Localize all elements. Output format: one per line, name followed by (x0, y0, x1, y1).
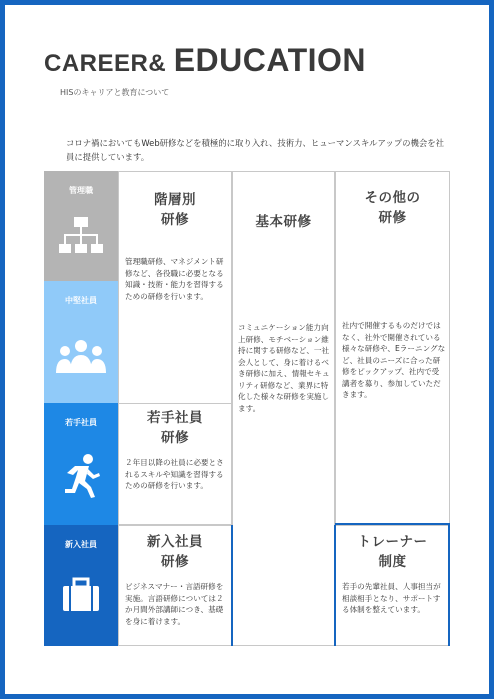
divider (448, 525, 450, 646)
program-title (336, 188, 449, 228)
program-title-line2: 研修 (161, 212, 189, 228)
program-basic (232, 171, 335, 646)
group-icon (44, 337, 118, 377)
program-title: 基本研修 (255, 214, 312, 230)
program-title-line1: 新入社員 (147, 534, 203, 550)
divider (231, 525, 233, 646)
level-manager (44, 171, 118, 281)
title-ampersand: & (148, 50, 166, 77)
program-title-line1: トレーナー (357, 534, 428, 550)
title-career: CAREER (44, 50, 149, 77)
program-description: 管理職研修、マネジメント研修など、各役職に必要となる知識・技術・能力を習得するための研修を行います。 (125, 257, 224, 301)
program-other (335, 171, 450, 525)
intro-text: コロナ禍においてもWeb研修などを積極的に取り入れ、技術力、ヒューマンスキルアップの機会を社員に提供しています。 (66, 138, 444, 162)
program-title-line2: 制度 (378, 554, 407, 570)
level-new-hire (44, 525, 118, 646)
program-trainer (335, 525, 450, 646)
program-description: コミュニケーション能力向上研修、モチベーション維持に関する研修など、一社会人として、身に着けるべき研修に加え、情報セキュリティ研修など、業界に特化した様々な研修を実施します。 (238, 323, 330, 413)
program-title-line1: その他の (364, 190, 421, 206)
divider (335, 523, 450, 525)
level-label: 新入社員 (65, 540, 97, 549)
program-new-hire (118, 525, 232, 646)
training-grid (44, 171, 450, 646)
level-young (44, 403, 118, 525)
program-title-line1: 階層別 (154, 192, 196, 208)
running-person-icon (44, 453, 118, 499)
title-education: EDUCATION (173, 42, 367, 78)
program-title (119, 408, 231, 448)
program-title (119, 532, 231, 572)
level-mid-career (44, 281, 118, 403)
level-label: 若手社員 (65, 418, 97, 427)
briefcase-icon (44, 577, 118, 613)
page-subtitle: HISのキャリアと教育について (60, 88, 170, 97)
level-label: 中堅社員 (65, 296, 97, 305)
program-title (336, 532, 449, 572)
level-label: 管理職 (69, 186, 93, 195)
program-title-line2: 研修 (378, 210, 407, 226)
program-title (119, 190, 231, 230)
program-description: ２年目以降の社員に必要とされるスキルや知識を習得するための研修を行います。 (125, 458, 224, 490)
program-description: 社内で開催するものだけではなく、社外で開催されている様々な研修や、Eラーニングなど、社員のニーズに合った研修をピックアップ、社内で受講者を募り、参加していただきます。 (342, 321, 446, 399)
program-title-line1: 若手社員 (147, 410, 203, 426)
program-young (118, 403, 232, 525)
divider (334, 525, 336, 646)
program-description: ビジネスマナー・言語研修を実施。言語研修については２か月間外部講師につき、基礎を身に着けます。 (125, 582, 224, 626)
org-chart-icon (44, 215, 118, 257)
page-title (44, 42, 366, 79)
program-description: 若手の先輩社員、人事担当が相談相手となり、サポートする体制を整えています。 (342, 582, 441, 614)
program-title-line2: 研修 (161, 430, 189, 446)
program-title-line2: 研修 (161, 554, 189, 570)
